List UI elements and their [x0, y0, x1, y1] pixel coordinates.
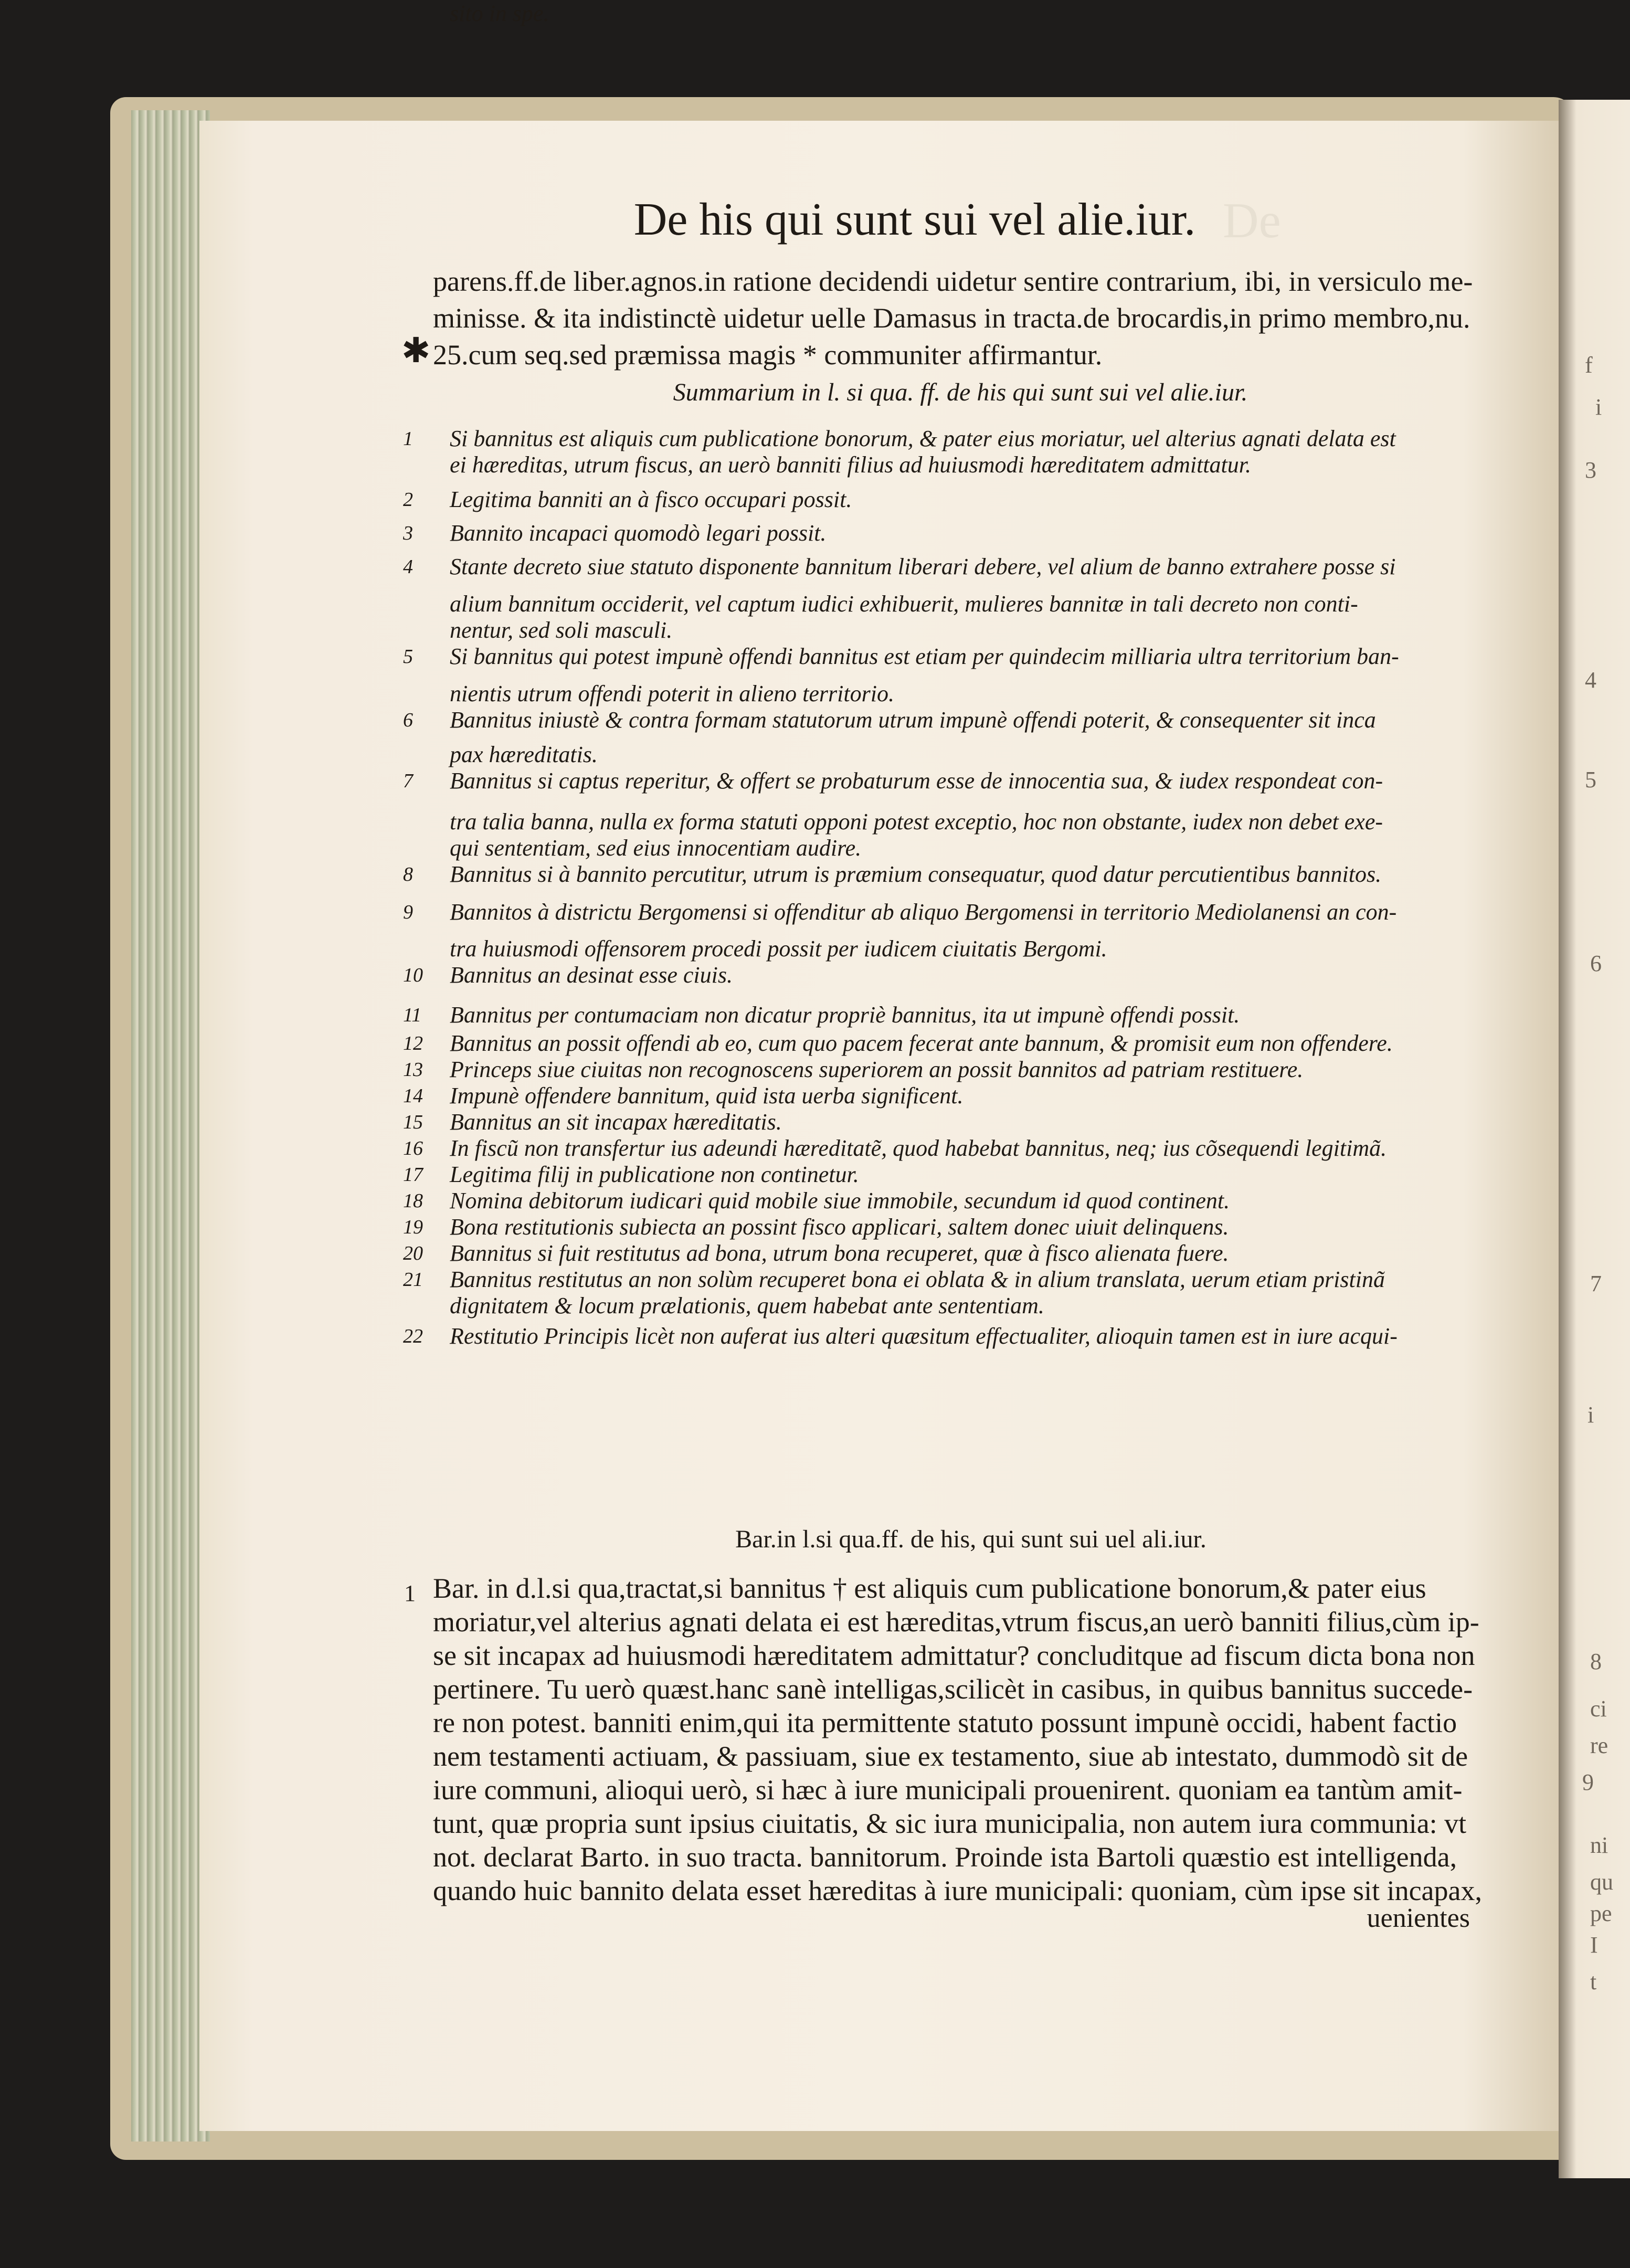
- summary-line: Bannitus an desinat esse ciuis.: [450, 962, 733, 988]
- summary-number: 12: [403, 1032, 423, 1054]
- intro-line: 25.cum seq.sed præmissa magis * communiter affirmantur.: [433, 339, 1103, 371]
- summary-line: Si bannitus est aliquis cum publicatione bonorum, & pater eius moriatur, uel alterius agnati delata est: [450, 426, 1396, 451]
- body-marginal-number: 1: [404, 1580, 416, 1606]
- summary-line: Stante decreto siue statuto disponente bannitum liberari debere, vel alium de banno extrahere posse si: [450, 554, 1396, 579]
- facing-page-fragment: qu: [1590, 1869, 1613, 1895]
- show-through-text: De: [1223, 193, 1281, 248]
- facing-page-fragment: 6: [1590, 951, 1602, 976]
- facing-page-fragment: ci: [1590, 1696, 1607, 1722]
- summary-line: Bona restitutionis subiecta an possint fisco applicari, saltem donec uiuit delinquens.: [450, 1214, 1229, 1240]
- body-line: not. declarat Barto. in suo tracta. bannitorum. Proinde ista Bartoli quæstio est intelligenda,: [433, 1841, 1457, 1873]
- summary-number: 22: [403, 1325, 423, 1347]
- summary-number: 17: [403, 1164, 423, 1186]
- body-line: re non potest. banniti enim,qui ita permittente statuto possunt impunè occidi, habent factio: [433, 1707, 1457, 1738]
- summary-line: ei hæreditas, utrum fiscus, an uerò banniti filius ad huiusmodi hæreditatem admittatur.: [450, 452, 1252, 478]
- summary-number: 10: [403, 964, 423, 986]
- summary-number: 15: [403, 1111, 423, 1133]
- commentary-heading: Bar.in l.si qua.ff. de his, qui sunt sui uel ali.iur.: [735, 1525, 1206, 1553]
- facing-page-fragment: i: [1595, 394, 1602, 420]
- running-title: De his qui sunt sui vel alie.iur.: [633, 194, 1196, 245]
- catchword: uenientes: [1367, 1903, 1470, 1933]
- facing-page-fragment: f: [1585, 352, 1593, 378]
- summary-number: 2: [403, 489, 413, 511]
- facing-page-fragment: i: [1587, 1402, 1594, 1428]
- summary-number: 3: [403, 522, 413, 544]
- summary-line: tra talia banna, nulla ex forma statuti opponi potest exceptio, hoc non obstante, iudex non debet exe-: [450, 809, 1383, 835]
- summary-line: Bannitos à districtu Bergomensi si offenditur ab aliquo Bergomensi in territorio Mediolanensi an con-: [450, 899, 1397, 925]
- body-line: tunt, quæ propria sunt ipsius ciuitatis, & sic iura municipalia, non autem iura communia: vt: [433, 1808, 1467, 1839]
- facing-page-fragment: 8: [1590, 1649, 1602, 1674]
- summary-number: 11: [403, 1004, 422, 1026]
- facing-page-fragment: 7: [1590, 1271, 1602, 1296]
- intro-line: minisse. & ita indistinctè uidetur uelle Damasus in tracta.de brocardis,in primo membro,nu.: [433, 302, 1470, 334]
- summary-line: Bannitus per contumaciam non dicatur propriè bannitus, ita ut impunè offendi possit.: [450, 1002, 1240, 1028]
- summary-number: 8: [403, 863, 413, 885]
- summary-number: 20: [403, 1242, 423, 1264]
- summary-line: Bannito incapaci quomodò legari possit.: [450, 520, 827, 546]
- intro-line: parens.ff.de liber.agnos.in ratione decidendi uidetur sentire contrarium, ibi, in versiculo me-: [433, 266, 1473, 297]
- body-line: se sit incapax ad huiusmodi hæreditatem admittatur? concluditque ad fiscum dicta bona non: [433, 1640, 1475, 1671]
- facing-page-fragment: re: [1590, 1733, 1608, 1758]
- summary-line: Nomina debitorum iudicari quid mobile siue immobile, secundum id quod continent.: [450, 1188, 1230, 1214]
- asterisk-icon: ✱: [401, 330, 431, 371]
- body-line: nem testamenti actiuam, & passiuam, siue ex testamento, siue ab intestato, dummodò sit de: [433, 1740, 1468, 1772]
- facing-page-fragment: pe: [1590, 1901, 1612, 1926]
- summary-line: Impunè offendere bannitum, quid ista uerba significent.: [450, 1083, 964, 1109]
- body-line: iure communi, alioqui uerò, si hæc à iure municipali prouenirent. quoniam ea tantùm amit-: [433, 1774, 1463, 1806]
- facing-page-edge: [1559, 100, 1630, 2178]
- summary-line: pax hæreditatis.: [450, 742, 598, 767]
- summary-line: sito in spe.: [450, 1, 549, 26]
- summary-number: 7: [403, 770, 413, 792]
- summary-line: dignitatem & locum prælationis, quem habebat ante sententiam.: [450, 1293, 1044, 1318]
- summary-line: nentur, sed soli masculi.: [450, 617, 673, 643]
- summary-line: Restitutio Principis licèt non auferat ius alteri quæsitum effectualiter, alioquin tamen est in iure acqui-: [450, 1323, 1398, 1349]
- summary-number: 1: [403, 428, 413, 450]
- facing-page-fragment: 3: [1585, 457, 1596, 483]
- summary-line: Legitima banniti an à fisco occupari possit.: [450, 487, 852, 512]
- facing-page-fragment: 4: [1585, 667, 1596, 693]
- summary-line: qui sententiam, sed eius innocentiam audire.: [450, 835, 862, 861]
- summary-line: Legitima filij in publicatione non continetur.: [450, 1162, 859, 1187]
- facing-page-fragment: 5: [1585, 767, 1596, 793]
- summary-number: 4: [403, 556, 413, 578]
- facing-page-fragment: t: [1590, 1969, 1597, 1995]
- summary-number: 18: [403, 1190, 423, 1212]
- summary-line: nientis utrum offendi poterit in alieno territorio.: [450, 681, 894, 706]
- summary-line: Bannitus an sit incapax hæreditatis.: [450, 1109, 782, 1135]
- summary-title: Summarium in l. si qua. ff. de his qui sunt sui vel alie.iur.: [673, 378, 1248, 406]
- body-line: Bar. in d.l.si qua,tractat,si bannitus † est aliquis cum publicatione bonorum,& pater eius: [433, 1573, 1426, 1604]
- body-line: pertinere. Tu uerò quæst.hanc sanè intelligas,scilicèt in casibus, in quibus bannitus succede-: [433, 1673, 1473, 1705]
- summary-number: 13: [403, 1059, 423, 1081]
- summary-line: Bannitus si à bannito percutitur, utrum is præmium consequatur, quod datur percutientibus bannitos.: [450, 861, 1382, 887]
- summary-number: 5: [403, 646, 413, 668]
- summary-line: Si bannitus qui potest impunè offendi bannitus est etiam per quindecim milliaria ultra territorium ban-: [450, 644, 1399, 669]
- summary-number: 9: [403, 901, 413, 923]
- summary-line: Bannitus si captus reperitur, & offert se probaturum esse de innocentia sua, & iudex respondeat con-: [450, 768, 1383, 794]
- summary-line: alium bannitum occiderit, vel captum iudici exhibuerit, mulieres bannitæ in tali decreto non conti-: [450, 591, 1358, 617]
- summary-line: tra huiusmodi offensorem procedi possit per iudicem ciuitatis Bergomi.: [450, 936, 1107, 962]
- summary-number: 14: [403, 1085, 423, 1107]
- facing-page-fragment: ni: [1590, 1832, 1608, 1858]
- summary-number: 6: [403, 709, 413, 731]
- summary-line: Princeps siue ciuitas non recognoscens superiorem an possit bannitos ad patriam restituere.: [450, 1057, 1304, 1082]
- body-line: quando huic bannito delata esset hæreditas à iure municipali: quoniam, cùm ipse sit incapax,: [433, 1875, 1482, 1906]
- summary-line: Bannitus iniustè & contra formam statutorum utrum impunè offendi poterit, & consequenter sit inca: [450, 707, 1376, 733]
- summary-number: 16: [403, 1137, 423, 1159]
- summary-line: Bannitus an possit offendi ab eo, cum quo pacem fecerat ante bannum, & promisit eum non offendere.: [450, 1030, 1393, 1056]
- summary-number: 19: [403, 1216, 423, 1238]
- summary-number: 21: [403, 1269, 423, 1291]
- facing-page-fragment: 9: [1582, 1769, 1594, 1795]
- summary-line: In fiscũ non transfertur ius adeundi hæreditatẽ, quod habebat bannitus, neq; ius cõsequendi legitimã.: [450, 1135, 1387, 1161]
- summary-line: Bannitus restitutus an non solùm recuperet bona ei oblata & in alium translata, uerum etiam pristinã: [450, 1267, 1385, 1292]
- facing-page-fragment: I: [1590, 1932, 1598, 1958]
- page-stack-edges: [131, 110, 210, 2142]
- summary-line: Bannitus si fuit restitutus ad bona, utrum bona recuperet, quæ à fisco alienata fuere.: [450, 1240, 1229, 1266]
- body-line: moriatur,vel alterius agnati delata ei est hæreditas,vtrum fiscus,an uerò banniti filius,cùm ip-: [433, 1606, 1479, 1638]
